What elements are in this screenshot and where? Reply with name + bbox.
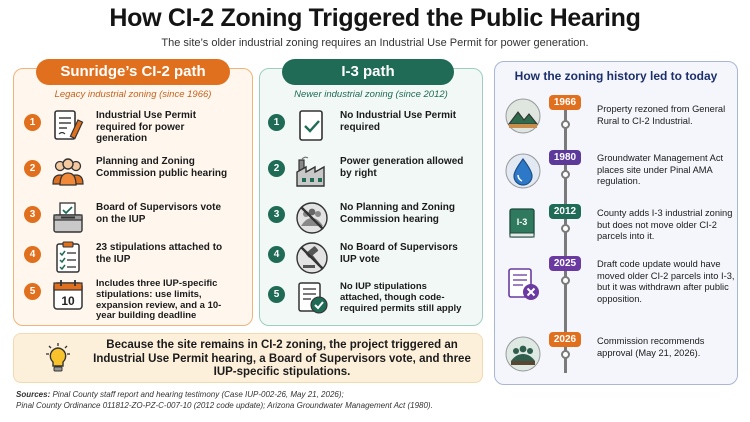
ci2-step-3 — [24, 200, 249, 244]
timeline-dot — [561, 224, 570, 233]
factory-icon — [294, 154, 330, 190]
step-number: 1 — [268, 114, 285, 131]
document-pen-icon — [50, 108, 86, 144]
ci2-step-2-text: Planning and Zoning Commission public hearing — [96, 156, 228, 179]
landscape-icon — [505, 98, 541, 134]
ci2-step-1 — [24, 108, 249, 152]
step-number: 1 — [24, 114, 41, 131]
i3-step-1 — [268, 108, 480, 152]
ci2-step-4-text: 23 stipulations attached to the IUP — [96, 242, 223, 265]
ci2-path-heading: Sunridge’s CI-2 path — [36, 59, 230, 85]
timeline-dot — [561, 120, 570, 129]
ballot-box-icon — [50, 200, 86, 236]
ci2-path-subheading: Legacy industrial zoning (since 1966) — [54, 89, 212, 100]
sources-note — [16, 390, 736, 411]
timeline-year-2026: 2026 — [549, 332, 581, 347]
timeline-year-1980: 1980 — [549, 150, 581, 165]
page-title: How CI-2 Zoning Triggered the Public Hearing — [109, 4, 641, 32]
timeline-text-2026: Commission recommends approval (May 21, 2026). — [597, 336, 705, 358]
timeline-dot — [561, 350, 570, 359]
no-gavel-icon — [294, 240, 330, 276]
sources-line-1: Pinal County staff report and hearing testimony (Case IUP-002-26, May 21, 2026); — [52, 390, 344, 399]
calendar-10-icon — [50, 277, 86, 313]
ci2-step-1-text: Industrial Use Permit required for power generation — [96, 110, 197, 144]
people-group-icon — [50, 154, 86, 190]
code-book-icon — [505, 205, 541, 241]
conclusion-callout — [13, 333, 483, 383]
ci2-step-3-text: Board of Supervisors vote on the IUP — [96, 202, 222, 225]
water-drop-icon — [505, 153, 541, 189]
i3-step-2 — [268, 154, 480, 198]
timeline-dot — [561, 170, 570, 179]
step-number: 2 — [24, 160, 41, 177]
i3-step-5-text: No IUP stipulations attached, though code-required permits still apply — [340, 281, 462, 314]
step-number: 3 — [268, 206, 285, 223]
step-number: 5 — [268, 286, 285, 303]
i3-step-4 — [268, 240, 480, 284]
i3-step-4-text: No Board of Supervisors IUP vote — [340, 242, 458, 265]
timeline-year-2025: 2025 — [549, 256, 581, 271]
no-people-icon — [294, 200, 330, 236]
i3-step-3-text: No Planning and Zoning Commission hearing — [340, 202, 455, 225]
ci2-step-2 — [24, 154, 249, 198]
timeline-year-2012: 2012 — [549, 204, 581, 219]
i3-step-5 — [268, 280, 480, 324]
timeline-text-2025: Draft code update would have moved older CI-2 parcels into I-3, but it was withdrawn after public opposition. — [597, 259, 735, 304]
i3-path-subheading: Newer industrial zoning (since 2012) — [294, 89, 448, 100]
step-number: 3 — [24, 206, 41, 223]
step-number: 2 — [268, 160, 285, 177]
calendar-label: 10 — [61, 294, 75, 308]
i3-step-2-text: Power generation allowed by right — [340, 156, 464, 179]
ci2-step-5-text: Includes three IUP-specific stipulations: use limits, expansion review, and a 10-year building deadline — [96, 278, 222, 322]
checklist-icon — [50, 240, 86, 276]
i3-step-1-text: No Industrial Use Permit required — [340, 110, 457, 133]
timeline-text-1980: Groundwater Management Act places site under Pinal AMA regulation. — [597, 153, 724, 186]
page-subtitle: The site’s older industrial zoning requires an Industrial Use Permit for power generation. — [161, 37, 589, 49]
timeline-dot — [561, 276, 570, 285]
withdrawn-document-icon — [505, 266, 541, 302]
timeline-heading: How the zoning history led to today — [514, 69, 718, 83]
step-number: 4 — [24, 246, 41, 263]
i3-path-heading: I-3 path — [282, 59, 454, 85]
timeline-year-1966: 1966 — [549, 95, 581, 110]
lightbulb-icon — [42, 342, 74, 374]
i3-step-3 — [268, 200, 480, 244]
timeline-text-1966: Property rezoned from General Rural to CI-2 Industrial. — [597, 104, 726, 126]
sources-line-2: Pinal County Ordinance 011812-ZO-PZ-C-007-10 (2012 code update); Arizona Groundwater Management Act (1980). — [16, 400, 433, 410]
permit-check-icon — [294, 280, 330, 316]
commission-icon — [505, 336, 541, 372]
timeline-text-2012: County adds I-3 industrial zoning but does not move older CI-2 parcels into it. — [597, 208, 733, 241]
callout-text: Because the site remains in CI-2 zoning, the project triggered an Industrial Use Permit hearing, a Board of Supervisors vote, and three IUP-specific stipulations. — [93, 339, 471, 378]
sources-label: Sources: — [16, 390, 51, 399]
step-number: 5 — [24, 283, 41, 300]
book-label: I-3 — [516, 217, 528, 227]
no-document-icon — [294, 108, 330, 144]
step-number: 4 — [268, 246, 285, 263]
ci2-step-5 — [24, 277, 249, 321]
